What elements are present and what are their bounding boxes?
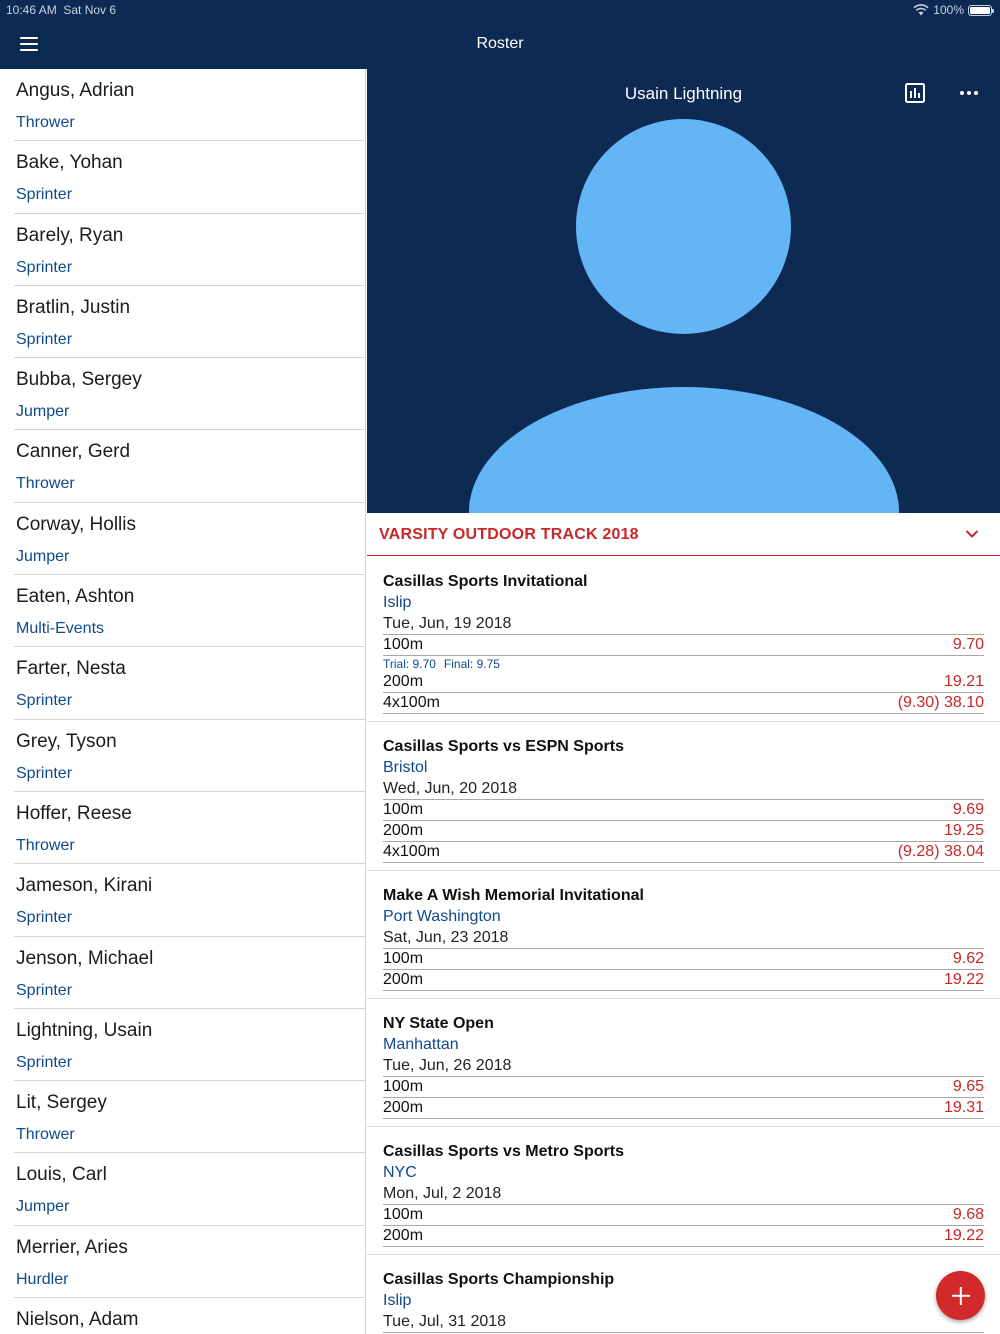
event-name: 200m <box>383 1227 424 1244</box>
status-time: 10:46 AM Sat Nov 6 <box>6 3 117 17</box>
athlete-role-label: Jumper <box>16 403 70 421</box>
meet-name: NY State Open <box>383 1015 494 1032</box>
meet-card <box>367 1255 1000 1334</box>
event-result-row[interactable] <box>383 842 984 863</box>
event-result-row[interactable] <box>383 1226 984 1247</box>
roster-item[interactable] <box>0 286 365 358</box>
roster-item[interactable] <box>0 1298 365 1334</box>
battery-icon <box>968 5 992 16</box>
athlete-name-label: Lightning, Usain <box>16 1019 153 1041</box>
event-name: 4x100m <box>383 694 440 711</box>
roster-item[interactable] <box>0 1009 365 1081</box>
athlete-role-label: Sprinter <box>16 1053 73 1071</box>
meet-card <box>367 722 1000 871</box>
roster-item[interactable] <box>0 358 365 430</box>
athlete-role-label: Jumper <box>16 547 70 565</box>
event-name: 200m <box>383 822 424 839</box>
athlete-profile-header <box>367 69 1000 513</box>
meet-name: Casillas Sports Invitational <box>383 573 588 590</box>
roster-item[interactable] <box>0 503 365 575</box>
meet-location: Islip <box>383 1292 412 1309</box>
athlete-name-label: Merrier, Aries <box>16 1236 128 1258</box>
athlete-role-label: Jumper <box>16 1198 70 1216</box>
event-name: 100m <box>383 1206 424 1223</box>
chevron-down-icon <box>964 526 980 542</box>
meet-location: NYC <box>383 1164 417 1181</box>
meet-date: Tue, Jun, 19 2018 <box>383 613 984 635</box>
event-result: 19.22 <box>943 1227 984 1244</box>
meet-location: Bristol <box>383 759 428 776</box>
meet-card <box>367 871 1000 999</box>
meet-date: Tue, Jul, 31 2018 <box>383 1311 984 1333</box>
athlete-role-label: Sprinter <box>16 764 73 782</box>
athlete-name-label: Jameson, Kirani <box>16 875 153 897</box>
event-result-row[interactable] <box>383 1098 984 1119</box>
athlete-name-label: Canner, Gerd <box>16 441 131 463</box>
athlete-name-label: Eaten, Ashton <box>16 586 135 608</box>
roster-item[interactable] <box>0 69 365 141</box>
event-name: 100m <box>383 801 424 818</box>
avatar-body <box>469 387 899 513</box>
bar-chart-icon[interactable] <box>904 82 926 104</box>
event-result: 9.65 <box>952 1078 984 1095</box>
athlete-name-label: Corway, Hollis <box>16 513 137 535</box>
athlete-role-label: Thrower <box>16 475 75 493</box>
roster-item[interactable] <box>0 575 365 647</box>
meet-location: Islip <box>383 594 412 611</box>
status-indicators <box>913 2 992 18</box>
event-result: 19.21 <box>943 673 984 690</box>
event-result-row[interactable] <box>383 800 984 821</box>
athlete-role-label: Sprinter <box>16 692 73 710</box>
event-result-row[interactable] <box>383 949 984 970</box>
athlete-role-label: Sprinter <box>16 981 73 999</box>
roster-item[interactable] <box>0 1226 365 1298</box>
event-result: 9.62 <box>952 950 984 967</box>
athlete-name-label: Louis, Carl <box>16 1164 107 1186</box>
battery-percentage: 100% <box>933 3 964 17</box>
event-result-row[interactable] <box>383 1205 984 1226</box>
event-name: 200m <box>383 1099 424 1116</box>
athlete-name-label: Nielson, Adam <box>16 1309 139 1331</box>
roster-item[interactable] <box>0 792 365 864</box>
meet-date: Tue, Jun, 26 2018 <box>383 1055 984 1077</box>
event-result: 19.25 <box>943 822 984 839</box>
event-detail-item: Trial: 9.70 <box>383 657 436 671</box>
add-result-button[interactable] <box>936 1271 985 1320</box>
athlete-name: Usain Lightning <box>624 84 743 103</box>
season-title: VARSITY OUTDOOR TRACK 2018 <box>379 526 639 543</box>
roster-item[interactable] <box>0 937 365 1009</box>
event-result: (9.30) 38.10 <box>897 694 984 711</box>
meet-name: Casillas Sports Championship <box>383 1271 615 1288</box>
event-result: 9.69 <box>952 801 984 818</box>
meet-location: Manhattan <box>383 1036 459 1053</box>
athlete-name-label: Jenson, Michael <box>16 947 154 969</box>
meet-date: Wed, Jun, 20 2018 <box>383 778 984 800</box>
event-detail <box>383 656 984 672</box>
event-result: (9.28) 38.04 <box>897 843 984 860</box>
event-result: 9.70 <box>952 636 984 653</box>
event-name: 100m <box>383 1078 424 1095</box>
athlete-role-label: Hurdler <box>16 1270 69 1288</box>
athlete-name-label: Lit, Sergey <box>16 1092 107 1114</box>
event-name: 200m <box>383 673 424 690</box>
athlete-name-label: Hoffer, Reese <box>16 802 132 824</box>
page-title: Roster <box>476 35 524 52</box>
athlete-name-label: Bratlin, Justin <box>16 296 131 318</box>
event-name: 100m <box>383 636 424 653</box>
athlete-name-label: Grey, Tyson <box>16 730 117 752</box>
athlete-role-label: Sprinter <box>16 909 73 927</box>
event-name: 4x100m <box>383 843 440 860</box>
meet-name: Make A Wish Memorial Invitational <box>383 887 644 904</box>
roster-item[interactable] <box>0 430 365 502</box>
avatar-head <box>576 119 791 334</box>
meet-name: Casillas Sports vs ESPN Sports <box>383 738 624 755</box>
event-result-row[interactable] <box>383 1077 984 1098</box>
roster-item[interactable] <box>0 141 365 213</box>
roster-item[interactable] <box>0 864 365 936</box>
roster-item[interactable] <box>0 214 365 286</box>
athlete-name-label: Barely, Ryan <box>16 224 124 246</box>
roster-item[interactable] <box>0 647 365 719</box>
meet-card <box>367 557 1000 722</box>
event-name: 100m <box>383 950 424 967</box>
athlete-role-label: Multi-Events <box>16 620 105 638</box>
meet-results-list[interactable] <box>367 557 1000 1334</box>
meet-date: Sat, Jun, 23 2018 <box>383 927 984 949</box>
athlete-role-label: Thrower <box>16 114 75 131</box>
roster-list[interactable] <box>0 69 366 1334</box>
athlete-name-label: Bubba, Sergey <box>16 369 142 391</box>
event-result-row[interactable] <box>383 821 984 842</box>
athlete-name-label: Angus, Adrian <box>16 80 135 101</box>
event-name: 200m <box>383 971 424 988</box>
meet-date: Mon, Jul, 2 2018 <box>383 1183 984 1205</box>
event-result-row[interactable] <box>383 693 984 714</box>
top-navigation-bar <box>0 0 1000 69</box>
roster-item[interactable] <box>0 720 365 792</box>
season-selector[interactable] <box>367 513 1000 556</box>
athlete-name-label: Bake, Yohan <box>16 152 123 174</box>
roster-item[interactable] <box>0 1081 365 1153</box>
event-result: 19.31 <box>943 1099 984 1116</box>
athlete-role-label: Thrower <box>16 1126 75 1144</box>
athlete-role-label: Sprinter <box>16 186 73 204</box>
event-result-row[interactable] <box>383 970 984 991</box>
roster-item[interactable] <box>0 1153 365 1225</box>
more-horizontal-icon[interactable] <box>956 83 982 103</box>
wifi-icon <box>913 4 929 16</box>
event-result-row[interactable] <box>383 635 984 656</box>
event-result-row[interactable] <box>383 672 984 693</box>
event-result: 19.22 <box>943 971 984 988</box>
meet-location: Port Washington <box>383 908 501 925</box>
athlete-role-label: Sprinter <box>16 330 73 348</box>
meet-card <box>367 999 1000 1127</box>
athlete-role-label: Sprinter <box>16 258 73 276</box>
athlete-name-label: Farter, Nesta <box>16 658 126 680</box>
meet-name: Casillas Sports vs Metro Sports <box>383 1143 624 1160</box>
event-result: 9.68 <box>952 1206 984 1223</box>
event-detail-item: Final: 9.75 <box>443 657 500 671</box>
athlete-role-label: Thrower <box>16 836 75 854</box>
meet-card <box>367 1127 1000 1255</box>
